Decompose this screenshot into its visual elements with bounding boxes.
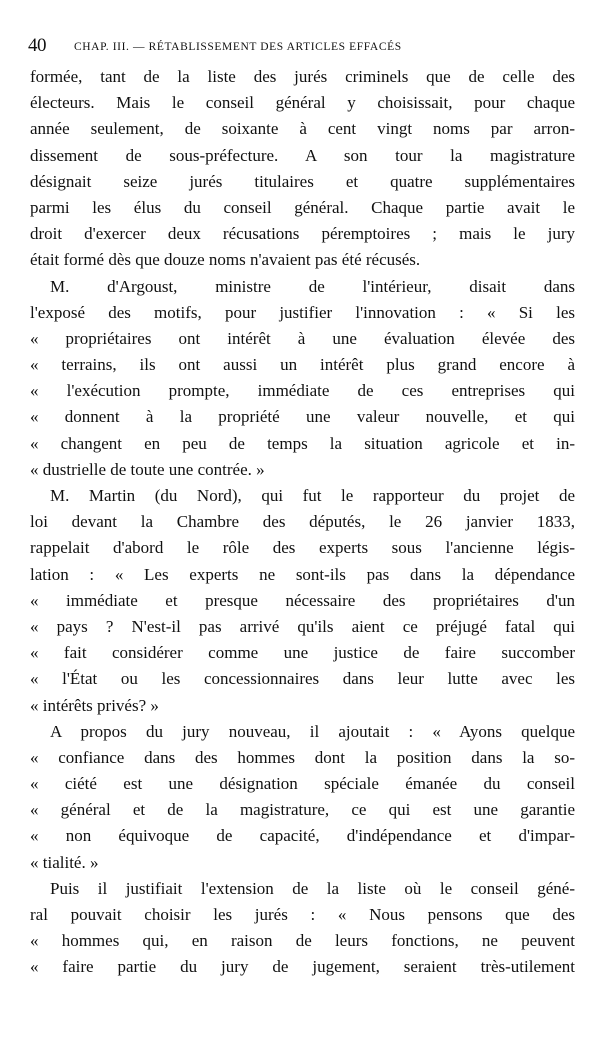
page-number: 40 — [28, 35, 46, 56]
text-line: M. d'Argoust, ministre de l'intérieur, disait dans — [50, 276, 575, 296]
text-line: « pays ? N'est-il pas arrivé qu'ils aient ce préjugé fatal qui — [30, 616, 575, 636]
text-line: loi devant la Chambre des députés, le 26 janvier 1833, — [30, 512, 575, 532]
text-line: l'exposé des motifs, pour justifier l'innovation : « Si les — [30, 302, 575, 322]
body-text — [30, 64, 575, 981]
running-header — [28, 34, 573, 58]
text-line: « changent en peu de temps la situation agricole et in- — [30, 433, 575, 453]
text-line: « faire partie du jury de jugement, seraient très-utilement — [30, 957, 575, 977]
text-line: « donnent à la propriété une valeur nouvelle, et qui — [30, 407, 575, 427]
text-line: lation : « Les experts ne sont-ils pas dans la dépendance — [30, 564, 575, 584]
text-line: Puis il justifiait l'extension de la liste où le conseil géné- — [50, 878, 575, 898]
text-line: « dustrielle de toute une contrée. » — [30, 459, 265, 479]
text-line: rappelait d'abord le rôle des experts sous l'ancienne légis- — [30, 538, 575, 558]
text-line: dissement de sous-préfecture. A son tour la magistrature — [30, 145, 575, 165]
text-line: « général et de la magistrature, ce qui est une garantie — [30, 800, 575, 820]
text-line: M. Martin (du Nord), qui fut le rapporteur du projet de — [50, 486, 575, 505]
text-line: « tialité. » — [30, 852, 99, 872]
text-line: ral pouvait choisir les jurés : « Nous pensons que des — [30, 905, 575, 924]
text-line: « propriétaires ont intérêt à une évaluation élevée des — [30, 328, 575, 348]
text-line: « immédiate et presque nécessaire des propriétaires d'un — [30, 590, 575, 610]
text-line: « l'exécution prompte, immédiate de ces entreprises qui — [30, 381, 575, 401]
running-title: CHAP. III. — RÉTABLISSEMENT DES ARTICLES EFFACÉS — [74, 41, 402, 53]
text-line: formée, tant de la liste des jurés criminels que de celle des — [30, 67, 575, 86]
text-line: parmi les élus du conseil général. Chaque partie avait le — [30, 197, 575, 217]
text-line: « terrains, ils ont aussi un intérêt plus grand encore à — [30, 355, 575, 375]
text-line: électeurs. Mais le conseil général y choisissait, pour chaque — [30, 93, 575, 113]
text-line: « intérêts privés? » — [30, 695, 159, 715]
text-line: année seulement, de soixante à cent vingt noms par arron- — [30, 119, 575, 139]
text-line: « ciété est une désignation spéciale émanée du conseil — [30, 774, 575, 794]
text-line: « confiance dans des hommes dont la position dans la so- — [30, 747, 575, 767]
text-line: « hommes qui, en raison de leurs fonctions, ne peuvent — [30, 931, 575, 951]
text-line: « fait considérer comme une justice de faire succomber — [30, 643, 575, 663]
text-line: désignait seize jurés titulaires et quatre supplémentaires — [30, 171, 575, 191]
text-line: « l'État ou les concessionnaires dans leur lutte avec les — [30, 669, 575, 689]
text-line: A propos du jury nouveau, il ajoutait : « Ayons quelque — [50, 721, 575, 741]
text-line: droit d'exercer deux récusations péremptoires ; mais le jury — [30, 224, 575, 244]
text-line: « non équivoque de capacité, d'indépendance et d'impar- — [30, 826, 575, 846]
text-line: était formé dès que douze noms n'avaient pas été récusés. — [30, 250, 421, 270]
